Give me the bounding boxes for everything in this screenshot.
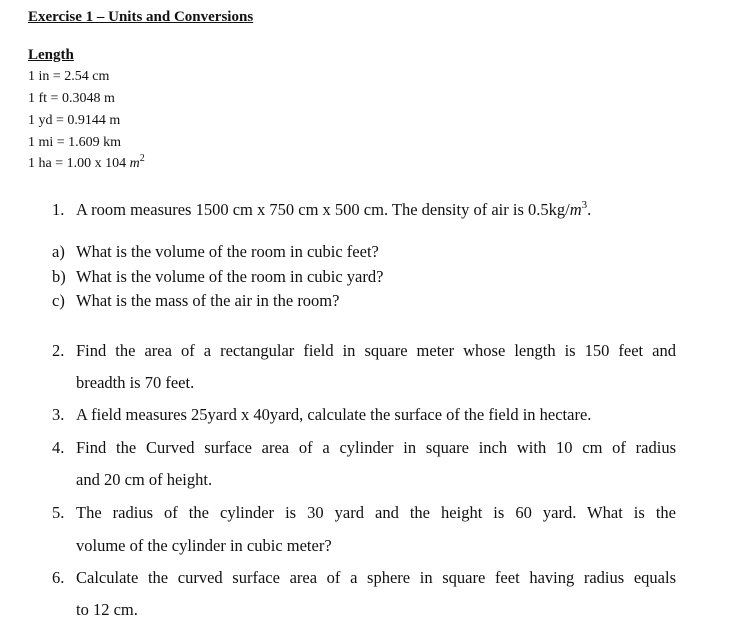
conversion-ha-unit: m — [129, 156, 140, 171]
question-6-line-1: Calculate the curved surface area of a sphere in square feet having radius equals — [76, 568, 676, 587]
question-1 — [52, 200, 732, 222]
question-1-end: . — [587, 200, 592, 219]
question-2-number-text: 2. — [52, 341, 65, 360]
question-4-number-text: 4. — [52, 438, 65, 457]
question-1c-label: c) — [52, 291, 65, 310]
question-3-number-text: 3. — [52, 405, 65, 424]
question-1c-text: What is the mass of the air in the room? — [76, 291, 340, 310]
question-5-line-2: volume of the cylinder in cubic meter? — [76, 536, 332, 555]
question-1-number: 1. — [52, 200, 65, 219]
page-title: Exercise 1 – Units and Conversions — [28, 9, 254, 25]
question-6-line-2: to 12 cm. — [76, 600, 138, 619]
question-1-unit-exponent: 3 — [581, 199, 588, 211]
question-6-number-text: 6. — [52, 568, 65, 587]
length-heading: Length — [28, 47, 74, 63]
conversion-ha-text: 1 ha = 1.00 x 104 — [28, 156, 130, 171]
question-1a-text: What is the volume of the room in cubic feet? — [76, 242, 379, 261]
question-1-text-wrap — [76, 200, 591, 220]
conversion-ha-m2 — [28, 155, 145, 173]
conversion-mi-km: 1 mi = 1.609 km — [28, 135, 122, 150]
conversion-ft-m: 1 ft = 0.3048 m — [28, 91, 115, 106]
question-5-line-1: The radius of the cylinder is 30 yard and the height is 60 yard. What is the — [76, 503, 676, 522]
question-1b-label: b) — [52, 267, 66, 286]
question-2-line-2: breadth is 70 feet. — [76, 373, 195, 392]
question-1-text: A room measures 1500 cm x 750 cm x 500 cm. The density of air is 0.5kg/ — [76, 200, 570, 219]
question-3-line-1: A field measures 25yard x 40yard, calculate the surface of the field in hectare. — [76, 405, 592, 424]
question-1-unit-wrap — [570, 200, 587, 219]
conversion-in-cm: 1 in = 2.54 cm — [28, 69, 110, 84]
question-4-line-2: and 20 cm of height. — [76, 470, 213, 489]
question-4-line-1: Find the Curved surface area of a cylinder in square inch with 10 cm of radius — [76, 438, 676, 457]
conversion-yd-m: 1 yd = 0.9144 m — [28, 113, 121, 128]
question-1b-text: What is the volume of the room in cubic yard? — [76, 267, 384, 286]
question-2-line-1: Find the area of a rectangular field in square meter whose length is 150 feet and — [76, 341, 676, 360]
question-1-unit: m — [569, 200, 582, 219]
conversion-ha-exponent: 2 — [139, 153, 145, 164]
question-1a-label: a) — [52, 242, 65, 261]
question-5-number-text: 5. — [52, 503, 65, 522]
